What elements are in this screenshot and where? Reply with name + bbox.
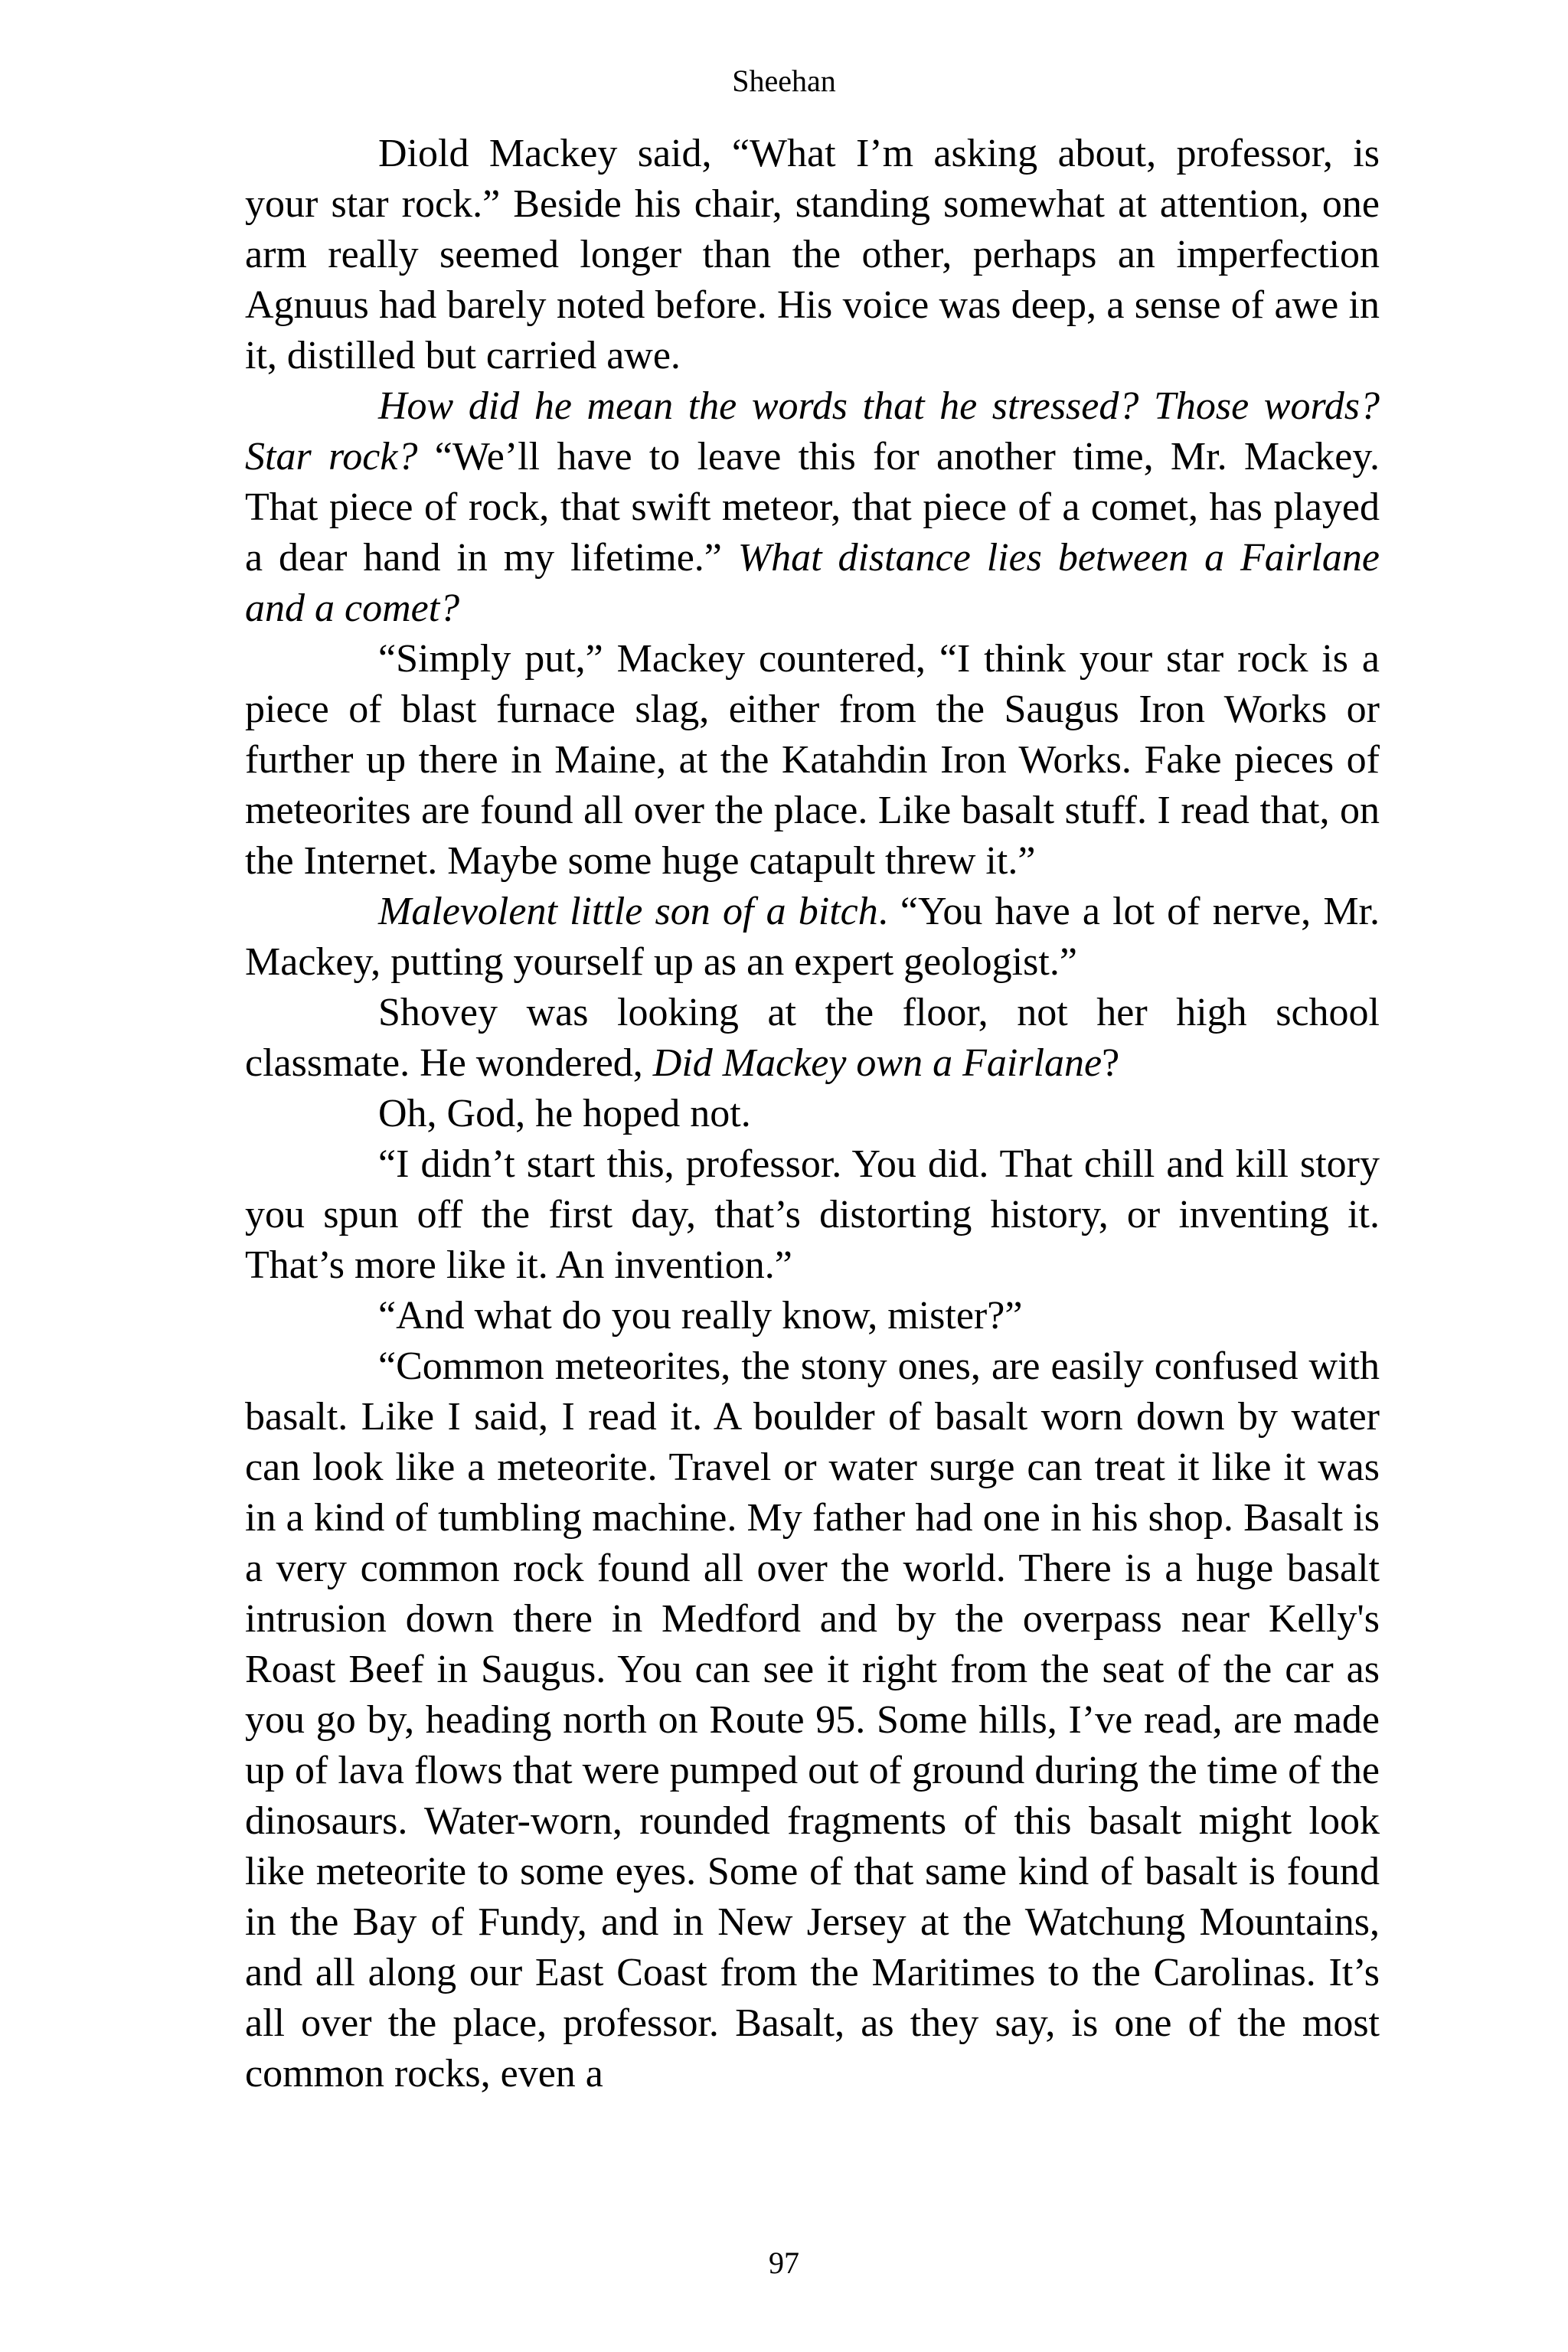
paragraph xyxy=(245,1139,1380,1291)
text-run: “I didn’t start this, professor. You did. That chill and kill story you spun off the first day, that’s distorting history, or inventing it. That’s more like it. An invention.” xyxy=(245,1142,1380,1287)
text-run: Diold Mackey said, “What I’m asking about, professor, is your star rock.” Beside his chair, standing somewhat at attention, one arm really seemed longer than the other, perhaps an imperfection Agnuus had barely noted before. His voice was deep, a sense of awe in it, distilled but carried awe. xyxy=(245,132,1380,377)
text-run: . “You have a lot of nerve, Mr. Mackey, putting yourself up as an expert geologist.” xyxy=(245,890,1380,984)
italic-run: Did Mackey own a Fairlane xyxy=(652,1041,1102,1085)
page-number: 97 xyxy=(769,2246,799,2280)
paragraph xyxy=(245,988,1380,1089)
paragraph xyxy=(245,1341,1380,2099)
paragraph xyxy=(245,129,1380,381)
italic-run: Malevolent little son of a bitch xyxy=(378,890,878,933)
paragraph xyxy=(245,634,1380,887)
text-run: Oh, God, he hoped not. xyxy=(378,1092,751,1135)
paragraph xyxy=(245,1089,1380,1139)
text-run: Shovey was looking at the floor, not her high school classmate. He wondered, xyxy=(245,991,1380,1085)
text-run: “And what do you really know, mister?” xyxy=(378,1294,1023,1338)
paragraph xyxy=(245,381,1380,634)
paragraph xyxy=(245,1291,1380,1341)
text-run: “Simply put,” Mackey countered, “I think your star rock is a piece of blast furnace slag, either from the Saugus Iron Works or further up there in Maine, at the Katahdin Iron Works. Fake pieces of meteorites are found all over the place. Like basalt stuff. I read that, on the Internet. Maybe some huge catapult threw it.” xyxy=(245,637,1380,883)
italic-run: How did he mean the words that he stressed? Those words? Star rock? xyxy=(245,384,1380,479)
text-run: “We’ll have to leave this for another time, Mr. Mackey. That piece of rock, that swift meteor, that piece of a comet, has played a dear hand in my lifetime.” xyxy=(245,435,1380,580)
italic-run: What distance lies between a Fairlane and a comet? xyxy=(245,536,1380,630)
text-run: ? xyxy=(1102,1041,1120,1085)
paragraph xyxy=(245,887,1380,988)
text-run: “Common meteorites, the stony ones, are easily confused with basalt. Like I said, I read it. A boulder of basalt worn down by water can look like a meteorite. Travel or water surge can treat it like it was in a kind of tumbling machine. My father had one in his shop. Basalt is a very common rock found all over the world. There is a huge basalt intrusion down there in Medford and by the overpass near Kelly's Roast Beef in Saugus. You can see it right from the seat of the car as you go by, heading north on Route 95. Some hills, I’ve read, are made up of lava flows that were pumped out of ground during the time of the dinosaurs. Water-worn, rounded fragments of this basalt might look like meteorite to some eyes. Some of that same kind of basalt is found in the Bay of Fundy, and in New Jersey at the Watchung Mountains, and all along our East Coast from the Maritimes to the Carolinas. It’s all over the place, professor. Basalt, as they say, is one of the most common rocks, even a xyxy=(245,1344,1380,2096)
body-text xyxy=(245,129,1380,2099)
running-head: Sheehan xyxy=(732,64,836,98)
